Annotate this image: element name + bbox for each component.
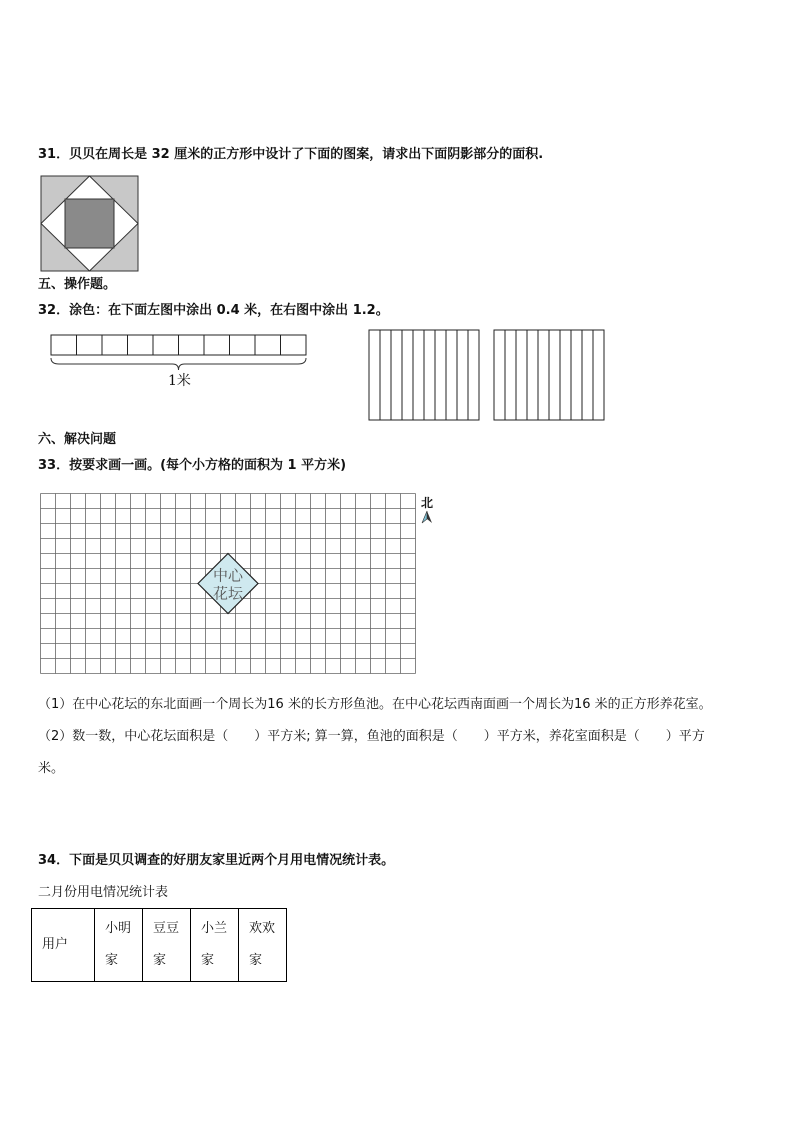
table-title: 二月份用电情况统计表 <box>38 885 169 900</box>
strip-cell[interactable] <box>391 330 402 420</box>
strip-cell[interactable] <box>457 330 468 420</box>
q32-ruler-strip[interactable] <box>50 334 310 374</box>
q32-ruler-label: 1米 <box>168 373 191 389</box>
table-col-doudou: 豆豆 家 <box>143 909 191 982</box>
ruler-cell[interactable] <box>179 335 205 355</box>
strip-cell[interactable] <box>549 330 560 420</box>
strip-cell[interactable] <box>413 330 424 420</box>
garden-label-line1: 中心 <box>212 566 244 585</box>
q34-text: 34．下面是贝贝调查的好朋友家里近两个月用电情况统计表。 <box>38 853 395 868</box>
strip-cell[interactable] <box>571 330 582 420</box>
q33-sub1: （1）在中心花坛的东北面画一个周长为16 米的长方形鱼池。在中心花坛西南面画一个周长为16 米的正方形养花室。 <box>38 697 712 712</box>
section5-heading: 五、操作题。 <box>38 277 117 292</box>
ruler-cell[interactable] <box>230 335 256 355</box>
table-header-user: 用户 <box>32 909 95 982</box>
strip-cell[interactable] <box>494 330 505 420</box>
q32-text: 32．涂色：在下面左图中涂出 0.4 米，在右图中涂出 1.2。 <box>38 303 389 318</box>
garden-label-line2: 花坛 <box>212 584 244 603</box>
section6-heading: 六、解决问题 <box>38 432 117 447</box>
north-label: 北 <box>421 496 434 510</box>
strip-cell[interactable] <box>560 330 571 420</box>
strip-cell[interactable] <box>505 330 516 420</box>
q31-figure <box>40 175 140 273</box>
q33-sub2-continued: 米。 <box>38 761 65 776</box>
ruler-brace <box>51 358 306 370</box>
table-col-xiaoming: 小明 家 <box>95 909 143 982</box>
strip-cell[interactable] <box>516 330 527 420</box>
ruler-cell[interactable] <box>281 335 307 355</box>
strip-cell[interactable] <box>527 330 538 420</box>
strip-cell[interactable] <box>380 330 391 420</box>
strip-cell[interactable] <box>538 330 549 420</box>
ruler-cell[interactable] <box>204 335 230 355</box>
strip-cell[interactable] <box>435 330 446 420</box>
strip-cell[interactable] <box>369 330 380 420</box>
ruler-cell[interactable] <box>128 335 154 355</box>
q31-text: 31．贝贝在周长是 32 厘米的正方形中设计了下面的图案，请求出下面阴影部分的面积. <box>38 147 544 162</box>
strip-cell[interactable] <box>582 330 593 420</box>
q33-sub2: （2）数一数，中心花坛面积是（ ）平方米; 算一算，鱼池的面积是（ ）平方米，养花室面积是（ ）平方 <box>38 729 705 744</box>
strip-cell[interactable] <box>424 330 435 420</box>
ruler-cell[interactable] <box>153 335 179 355</box>
q33-grid[interactable] <box>40 493 416 679</box>
ruler-cell[interactable] <box>77 335 103 355</box>
north-arrow-icon <box>420 510 434 524</box>
q33-text: 33．按要求画一画。(每个小方格的面积为 1 平方米) <box>38 458 347 473</box>
electricity-table <box>31 908 287 982</box>
strip-cell[interactable] <box>468 330 479 420</box>
strip-cell[interactable] <box>593 330 604 420</box>
table-col-xiaolan: 小兰 家 <box>191 909 239 982</box>
ruler-cell[interactable] <box>102 335 128 355</box>
ruler-cell[interactable] <box>255 335 281 355</box>
q32-right-square-1[interactable] <box>368 329 480 421</box>
strip-cell[interactable] <box>446 330 457 420</box>
q32-right-square-2[interactable] <box>493 329 605 421</box>
strip-cell[interactable] <box>402 330 413 420</box>
ruler-cell[interactable] <box>51 335 77 355</box>
table-col-huanhuan: 欢欢 家 <box>239 909 287 982</box>
